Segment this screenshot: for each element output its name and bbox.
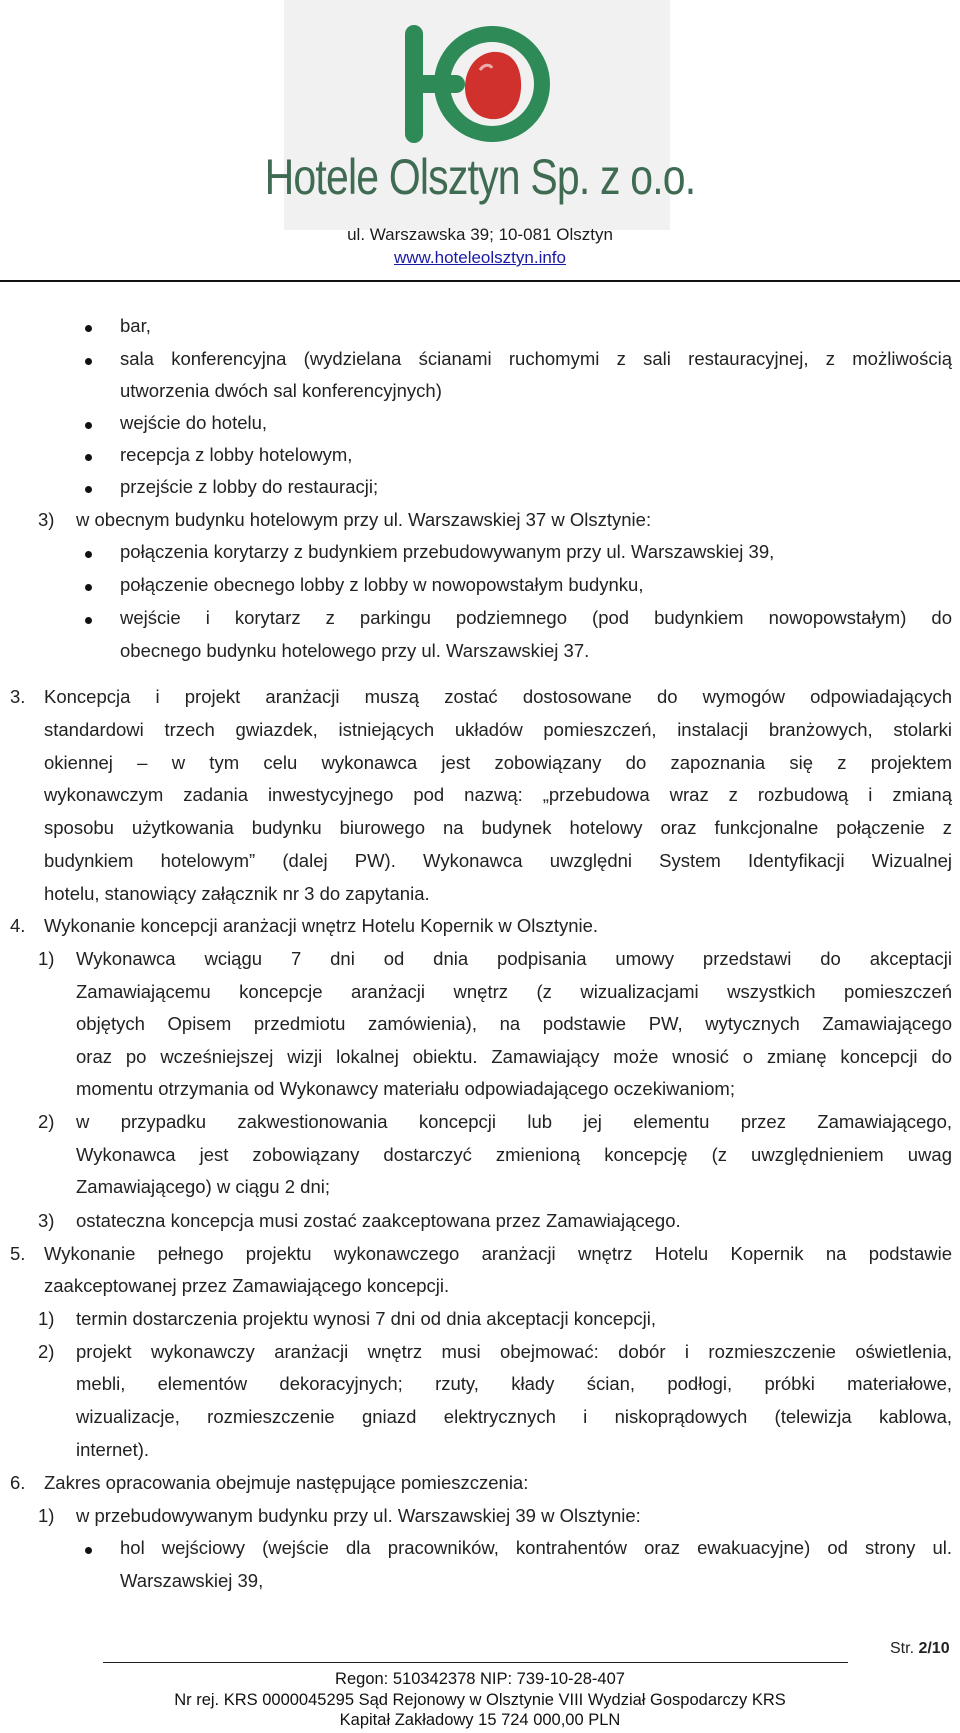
list-item-continuation: obecnego budynku hotelowego przy ul. Warszawskiej 37. xyxy=(120,640,590,661)
list-number: 1) xyxy=(38,1505,55,1526)
paragraph-line: hotelu, stanowiący załącznik nr 3 do zapytania. xyxy=(44,883,430,904)
page-number xyxy=(890,1640,950,1658)
footer-court-registry: Nr rej. KRS 0000045295 Sąd Rejonowy w Olsztynie VIII Wydział Gospodarczy KRS xyxy=(174,1691,786,1709)
paragraph-line: budynkiem hotelowym” (dalej PW). Wykonawca uwzględni System Identyfikacji Wizualnej xyxy=(44,850,952,871)
paragraph-line: mebli, elementów dekoracyjnych; rzuty, kłady ścian, podłogi, próbki materiałowe, xyxy=(76,1373,952,1394)
paragraph-line: wykonawczym zadania inwestycyjnego pod nazwą: „przebudowa wraz z rozbudową i zmianą xyxy=(44,784,952,805)
letterhead xyxy=(0,0,960,286)
list-item: hol wejściowy (wejście dla pracowników, kontrahentów oraz ewakuacyjne) od strony ul. xyxy=(120,1537,952,1558)
list-item: połączenie obecnego lobby z lobby w nowopowstałym budynku, xyxy=(120,574,644,595)
list-item: przejście z lobby do restauracji; xyxy=(120,476,379,497)
company-address: ul. Warszawska 39; 10-081 Olsztyn xyxy=(347,225,613,244)
paragraph-line: termin dostarczenia projektu wynosi 7 dni od dnia akceptacji koncepcji, xyxy=(76,1308,656,1329)
paragraph-line: standardowi trzech gwiazdek, istniejących układów pomieszczeń, instalacji branżowych, stolarki xyxy=(44,719,952,740)
paragraph-line: objętych Opisem przedmiotu zamówienia), na podstawie PW, wytycznych Zamawiającego xyxy=(76,1013,952,1034)
list-item: bar, xyxy=(120,315,151,336)
list-number: 1) xyxy=(38,1308,55,1329)
paragraph-line: Zamawiającemu koncepcje aranżacji wnętrz (z wizualizacjami wszystkich pomieszczeń xyxy=(76,981,952,1002)
bullet-icon xyxy=(85,584,92,591)
section-heading: Wykonanie koncepcji aranżacji wnętrz Hotelu Kopernik w Olsztynie. xyxy=(44,915,599,936)
list-item: wejście do hotelu, xyxy=(120,412,268,433)
list-item-continuation: Warszawskiej 39, xyxy=(120,1570,264,1591)
section-number: 5. xyxy=(10,1243,26,1264)
list-item: wejście i korytarz z parkingu podziemnego (pod budynkiem nowopowstałym) do xyxy=(120,607,952,628)
bullet-icon xyxy=(85,422,92,429)
company-website-link[interactable]: www.hoteleolsztyn.info xyxy=(394,248,566,267)
bullet-icon xyxy=(85,1547,92,1554)
bullet-icon xyxy=(85,358,92,365)
paragraph-line: internet). xyxy=(76,1439,150,1460)
list-item: połączenia korytarzy z budynkiem przebudowywanym przy ul. Warszawskiej 39, xyxy=(120,541,775,562)
paragraph-line: Wykonawca wciągu 7 dni od dnia podpisania umowy przedstawi do akceptacji xyxy=(76,948,952,969)
list-item: sala konferencyjna (wydzielana ścianami ruchomymi z sali restauracyjnej, z możliwością xyxy=(120,348,952,369)
hotel-logo-icon xyxy=(386,14,576,154)
bullet-icon xyxy=(85,325,92,332)
paragraph-line: projekt wykonawczy aranżacji wnętrz musi obejmować: dobór i rozmieszczenie oświetlenia, xyxy=(76,1341,952,1362)
bullet-icon xyxy=(85,486,92,493)
section-heading: Zakres opracowania obejmuje następujące pomieszczenia: xyxy=(44,1472,529,1493)
bullet-icon xyxy=(85,617,92,624)
page-number-prefix: Str. xyxy=(890,1640,919,1657)
paragraph-line: ostateczna koncepcja musi zostać zaakceptowana przez Zamawiającego. xyxy=(76,1210,681,1231)
list-number: 2) xyxy=(38,1341,55,1362)
list-item: recepcja z lobby hotelowym, xyxy=(120,444,353,465)
paragraph-line: w przypadku zakwestionowania koncepcji lub jej elementu przez Zamawiającego, xyxy=(76,1111,952,1132)
page-number-current: 2 xyxy=(918,1640,928,1657)
bullet-icon xyxy=(85,551,92,558)
paragraph-line: Wykonawca jest zobowiązany dostarczyć zmienioną koncepcję (z uwzględnieniem uwag xyxy=(76,1144,952,1165)
paragraph-line: oraz po wcześniejszej wizji lokalnej obiektu. Zamawiający może wnosić o zmianę koncepcji do xyxy=(76,1046,952,1067)
paragraph-line: Koncepcja i projekt aranżacji muszą zostać dostosowane do wymogów odpowiadających xyxy=(44,686,952,707)
list-number: 2) xyxy=(38,1111,55,1132)
list-item-continuation: utworzenia dwóch sal konferencyjnych) xyxy=(120,380,442,401)
paragraph-line: okiennej – w tym celu wykonawca jest zobowiązany do zapoznania się z projektem xyxy=(44,752,952,773)
footer-registration: Regon: 510342378 NIP: 739-10-28-407 xyxy=(335,1670,625,1688)
paragraph-line: wizualizacje, rozmieszczenie gniazd elektrycznych i niskoprądowych (telewizja kablowa, xyxy=(76,1406,952,1427)
paragraph-line: momentu otrzymania od Wykonawcy materiału odpowiadającego oczekiwaniom; xyxy=(76,1078,735,1099)
paragraph-line: sposobu użytkowania budynku biurowego na budynek hotelowy oraz funkcjonalne połączenie z xyxy=(44,817,952,838)
section-heading: zaakceptowanej przez Zamawiającego koncepcji. xyxy=(44,1275,450,1296)
footer-divider xyxy=(103,1662,848,1663)
header-divider xyxy=(0,280,960,282)
list-number: 3) xyxy=(38,1210,55,1231)
paragraph-line: Zamawiającego) w ciągu 2 dni; xyxy=(76,1176,330,1197)
list-item: w obecnym budynku hotelowym przy ul. Warszawskiej 37 w Olsztynie: xyxy=(76,509,652,530)
list-number: 3) xyxy=(38,509,55,530)
footer-capital: Kapitał Zakładowy 15 724 000,00 PLN xyxy=(339,1711,621,1729)
section-number: 4. xyxy=(10,915,26,936)
page-number-total: /10 xyxy=(927,1640,950,1657)
section-heading: Wykonanie pełnego projektu wykonawczego aranżacji wnętrz Hotelu Kopernik na podstawie xyxy=(44,1243,952,1264)
bullet-icon xyxy=(85,454,92,461)
section-number: 6. xyxy=(10,1472,26,1493)
list-number: 1) xyxy=(38,948,55,969)
paragraph-line: w przebudowywanym budynku przy ul. Warszawskiej 39 w Olsztynie: xyxy=(76,1505,641,1526)
section-number: 3. xyxy=(10,686,26,707)
company-name: Hotele Olsztyn Sp. z o.o. xyxy=(264,149,696,205)
